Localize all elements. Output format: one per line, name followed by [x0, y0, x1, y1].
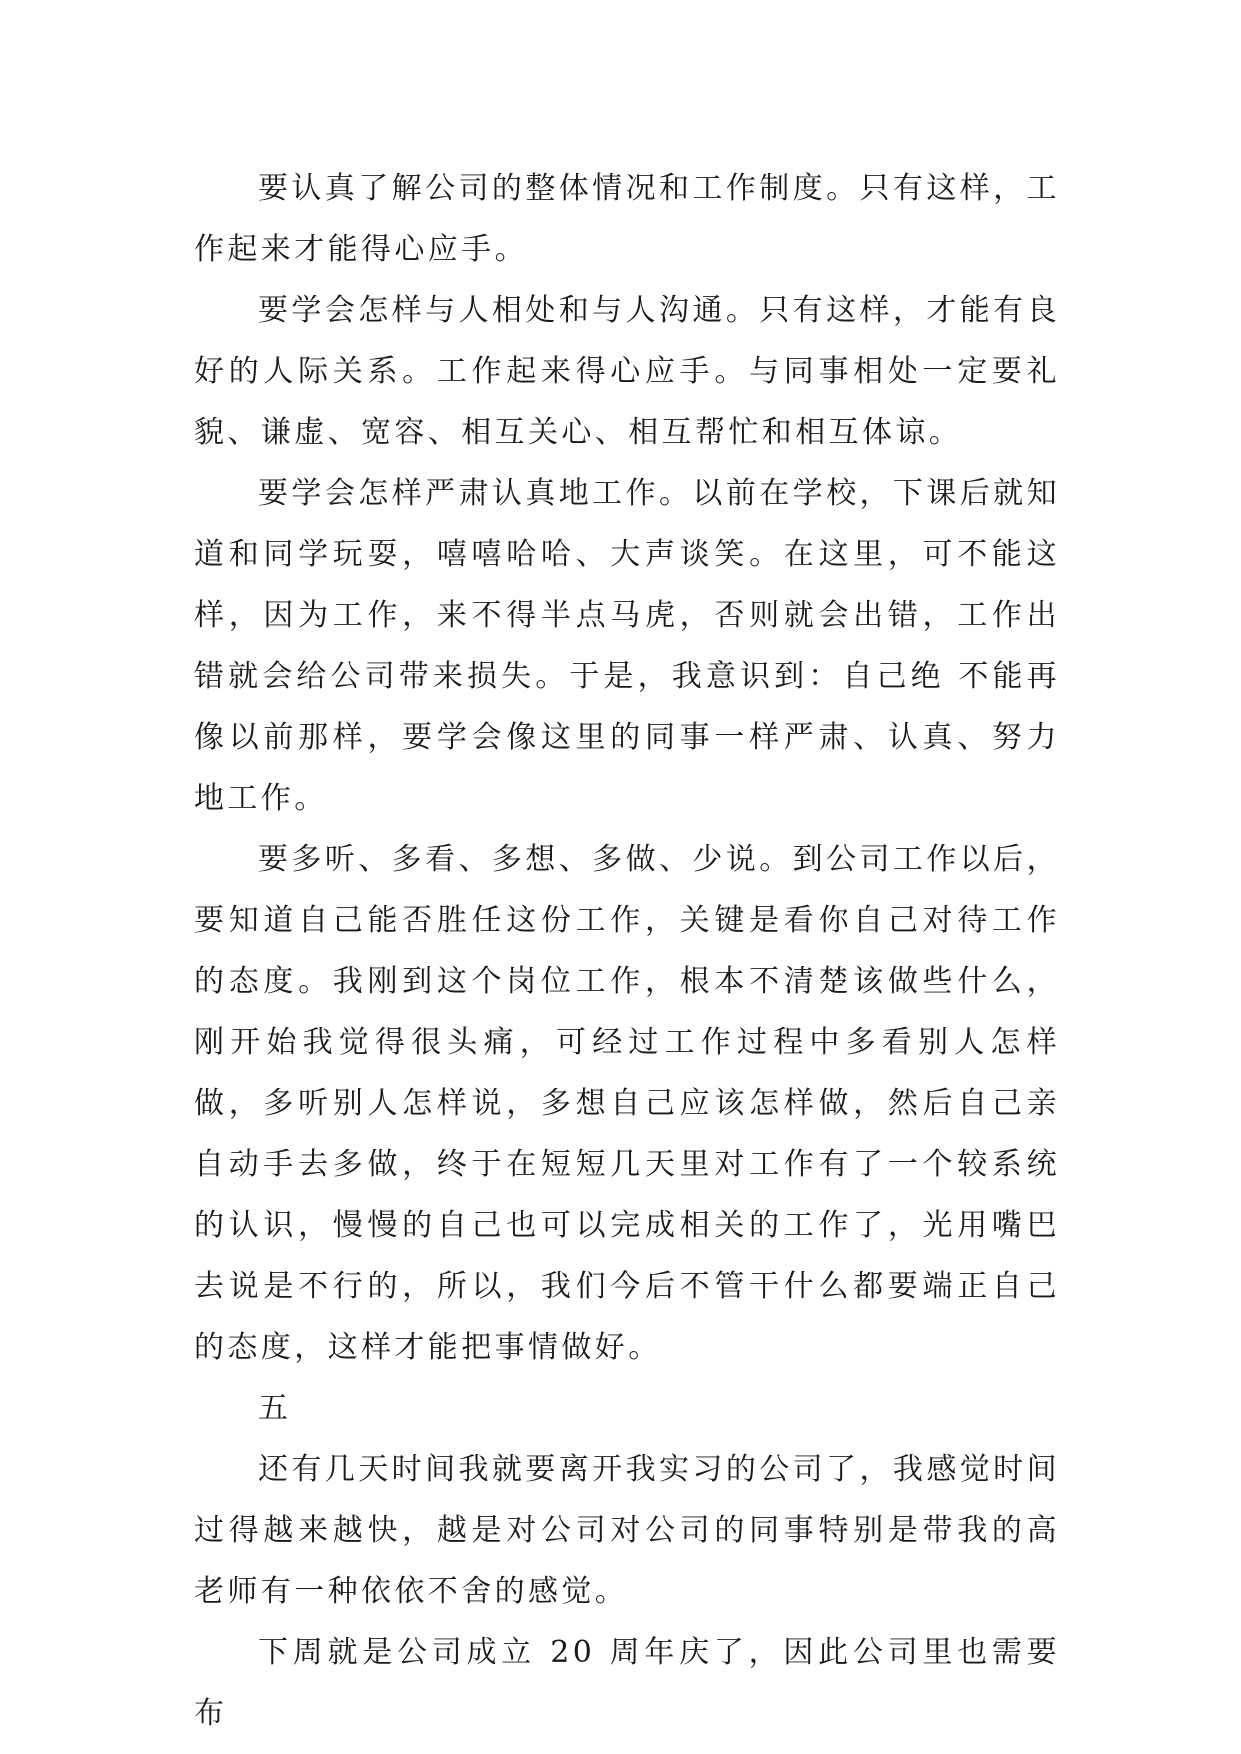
paragraph-6: 下周就是公司成立 20 周年庆了，因此公司里也需要布 — [194, 1635, 1060, 1731]
document-page — [194, 158, 1060, 1744]
paragraph-3: 要学会怎样严肃认真地工作。以前在学校，下课后就知道和同学玩耍，嘻嘻哈哈、大声谈笑。在这里，可不能这样，因为工作，来不得半点马虎，否则就会出错，工作出错就会给公司带来损失。于是，我意识到：自己绝 不能再像以前那样，要学会像这里的同事一样严肃、认真、努力地工作。 — [194, 476, 1060, 816]
section-heading: 五 — [258, 1391, 292, 1426]
paragraph-5: 还有几天时间我就要离开我实习的公司了，我感觉时间过得越来越快，越是对公司对公司的同事特别是带我的高老师有一种依依不舍的感觉。 — [194, 1452, 1060, 1609]
paragraph-2: 要学会怎样与人相处和与人沟通。只有这样，才能有良好的人际关系。工作起来得心应手。与同事相处一定要礼貌、谦虚、宽容、相互关心、相互帮忙和相互体谅。 — [194, 293, 1060, 450]
paragraph-1: 要认真了解公司的整体情况和工作制度。只有这样，工作起来才能得心应手。 — [194, 171, 1060, 267]
paragraph-4: 要多听、多看、多想、多做、少说。到公司工作以后，要知道自己能否胜任这份工作，关键是看你自己对待工作的态度。我刚到这个岗位工作，根本不清楚该做些什么，刚开始我觉得很头痛，可经过工作过程中多看别人怎样做，多听别人怎样说，多想自己应该怎样做，然后自己亲自动手去多做，终于在短短几天里对工作有了一个较系统的认识，慢慢的自己也可以完成相关的工作了，光用嘴巴去说是不行的，所以，我们今后不管干什么都要端正自己的态度，这样才能把事情做好。 — [194, 842, 1060, 1365]
